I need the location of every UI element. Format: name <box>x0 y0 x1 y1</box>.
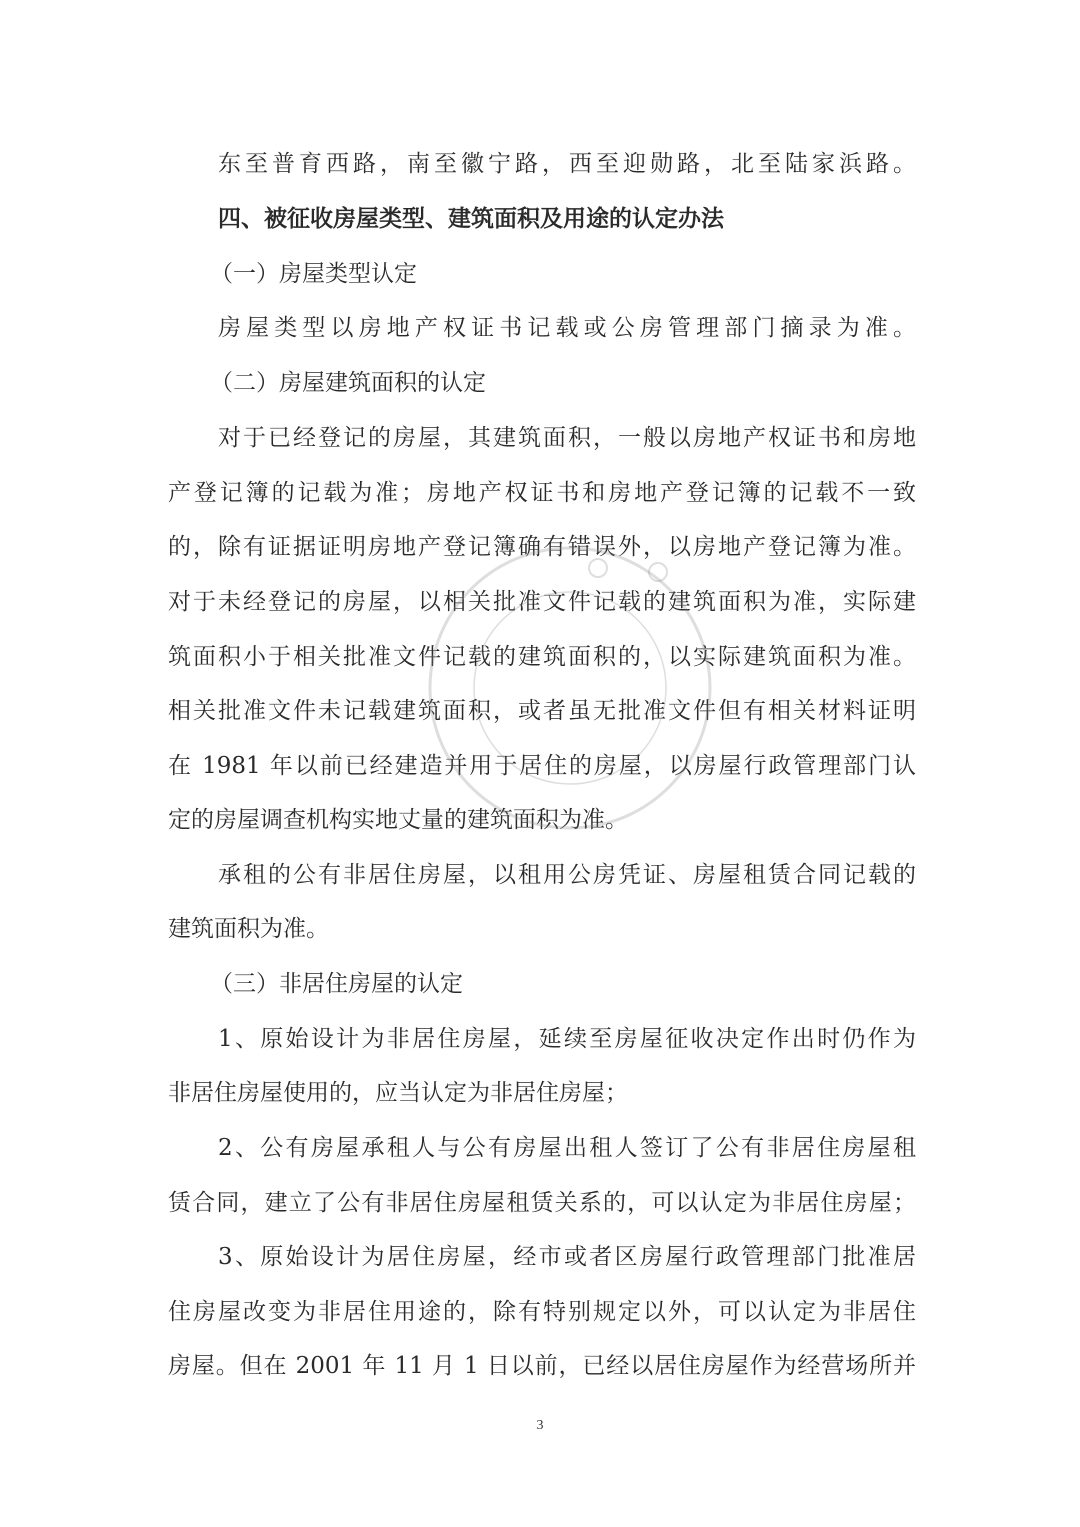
paragraph-line: 定的房屋调查机构实地丈量的建筑面积为准。 <box>168 807 628 833</box>
paragraph-line: 非居住房屋使用的，应当认定为非居住房屋； <box>168 1080 628 1106</box>
paragraph-line: 赁合同，建立了公有非居住房屋租赁关系的，可以认定为非居住房屋； <box>168 1190 916 1216</box>
paragraph-line: 房屋。但在 2001 年 11 月 1 日以前，已经以居住房屋作为经营场所并 <box>168 1353 916 1379</box>
paragraph-line: 2、公有房屋承租人与公有房屋出租人签订了公有非居住房屋租 <box>218 1135 916 1161</box>
paragraph-line: 1、原始设计为非居住房屋，延续至房屋征收决定作出时仍作为 <box>218 1026 916 1052</box>
paragraph-line: 在 1981 年以前已经建造并用于居住的房屋，以房屋行政管理部门认 <box>168 753 916 779</box>
paragraph-line: 的，除有证据证明房地产登记簿确有错误外，以房地产登记簿为准。 <box>168 534 916 560</box>
seal-watermark <box>420 538 720 838</box>
subsection-heading: （二）房屋建筑面积的认定 <box>210 370 486 396</box>
paragraph-line: 东至普育西路，南至徽宁路，西至迎勋路，北至陆家浜路。 <box>218 151 916 177</box>
paragraph-line: 建筑面积为准。 <box>168 916 329 942</box>
paragraph-line: 对于已经登记的房屋，其建筑面积，一般以房地产权证书和房地 <box>218 425 916 451</box>
paragraph-line: 相关批准文件未记载建筑面积，或者虽无批准文件但有相关材料证明 <box>168 698 916 724</box>
paragraph-line: 产登记簿的记载为准；房地产权证书和房地产登记簿的记载不一致 <box>168 480 916 506</box>
paragraph-line: 3、原始设计为居住房屋，经市或者区房屋行政管理部门批准居 <box>218 1244 916 1270</box>
paragraph-line: 住房屋改变为非居住用途的，除有特别规定以外，可以认定为非居住 <box>168 1299 916 1325</box>
section-heading: 四、被征收房屋类型、建筑面积及用途的认定办法 <box>218 206 724 232</box>
paragraph-line: 承租的公有非居住房屋，以租用公房凭证、房屋租赁合同记载的 <box>218 862 916 888</box>
page-number: 3 <box>536 1418 544 1433</box>
paragraph-line: 对于未经登记的房屋，以相关批准文件记载的建筑面积为准，实际建 <box>168 589 916 615</box>
subsection-heading: （三）非居住房屋的认定 <box>210 971 463 997</box>
paragraph-line: 筑面积小于相关批准文件记载的建筑面积的，以实际建筑面积为准。 <box>168 644 916 670</box>
subsection-heading: （一）房屋类型认定 <box>210 261 417 287</box>
paragraph-line: 房屋类型以房地产权证书记载或公房管理部门摘录为准。 <box>218 315 916 341</box>
